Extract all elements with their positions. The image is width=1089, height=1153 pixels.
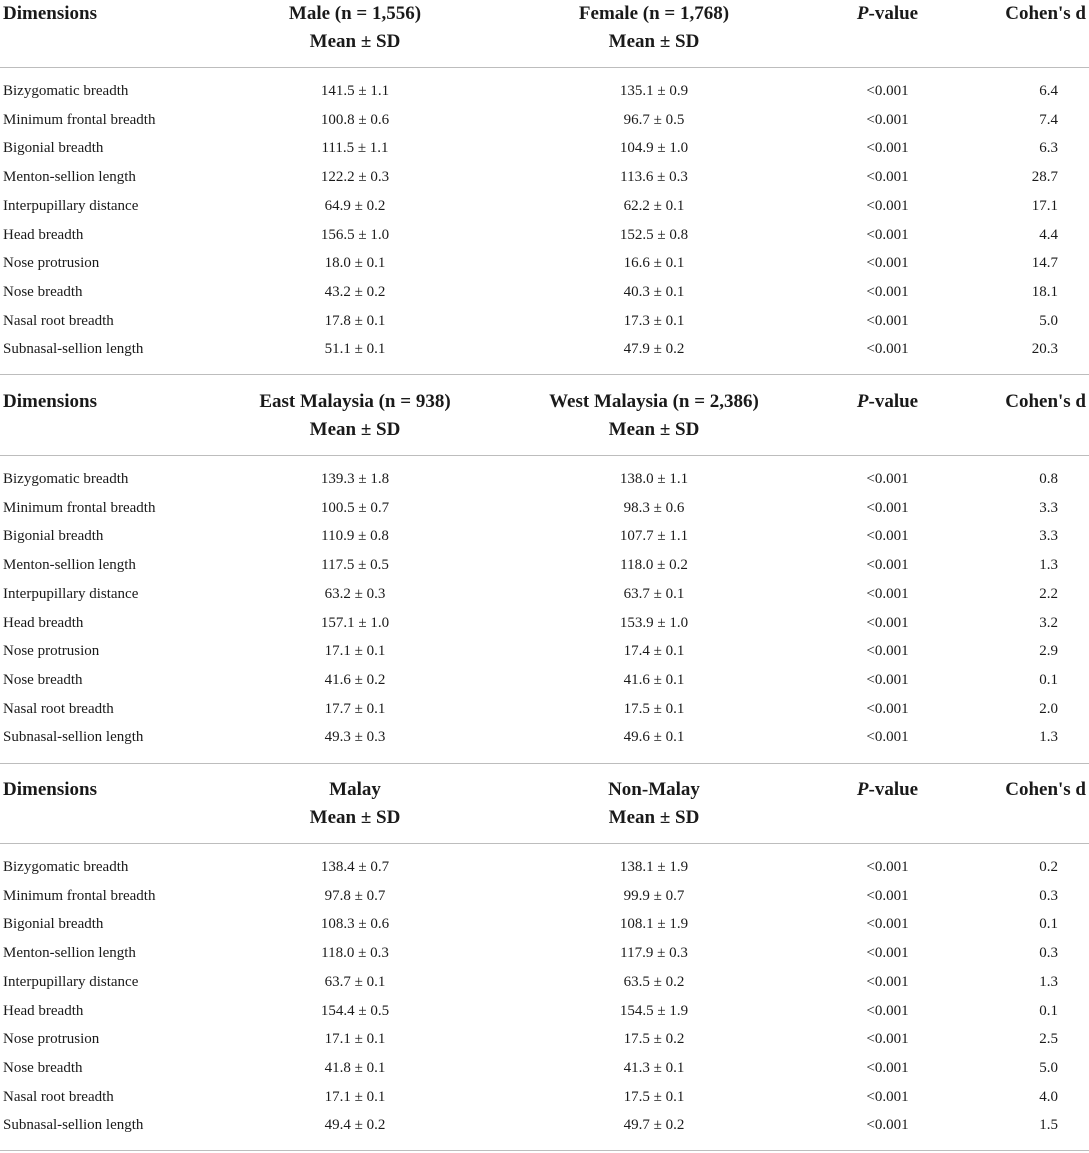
table-header: [0, 0, 1089, 68]
dimension-cell: Minimum frontal breadth: [3, 887, 156, 904]
cohens-d-cell: 0.1: [1039, 916, 1058, 933]
dimension-cell: Minimum frontal breadth: [3, 111, 156, 128]
p-value-cell: <0.001: [866, 887, 909, 904]
table-row: [0, 465, 1089, 494]
p-value-cell: <0.001: [866, 283, 909, 300]
cohens-d-cell: 2.0: [1039, 700, 1058, 717]
header-p-suffix: -value: [868, 779, 919, 800]
cohens-d-cell: 1.3: [1039, 557, 1058, 574]
group2-mean-cell: 47.9 ± 0.2: [623, 341, 685, 358]
cohens-d-cell: 7.4: [1039, 111, 1058, 128]
dimension-cell: Menton-sellion length: [3, 945, 136, 962]
p-value-cell: <0.001: [866, 312, 909, 329]
group1-mean-cell: 118.0 ± 0.3: [321, 945, 389, 962]
dimension-cell: Bigonial breadth: [3, 140, 104, 157]
table-row: [0, 723, 1089, 752]
group1-mean-cell: 63.2 ± 0.3: [324, 585, 386, 602]
table-row: [0, 249, 1089, 278]
cohens-d-cell: 3.3: [1039, 499, 1058, 516]
dimension-cell: Bizygomatic breadth: [3, 859, 129, 875]
header-group1-stat: Mean ± SD: [309, 419, 401, 440]
cohens-d-cell: 2.5: [1039, 1031, 1058, 1048]
header-dimensions: Dimensions: [3, 391, 97, 412]
header-p-suffix: -value: [868, 391, 919, 412]
table-row: [0, 1025, 1089, 1054]
table-row: [0, 637, 1089, 666]
table-section-region: [0, 388, 1089, 752]
dimension-cell: Bizygomatic breadth: [3, 471, 129, 487]
p-value-cell: <0.001: [866, 614, 909, 631]
group2-mean-cell: 17.5 ± 0.2: [623, 1031, 685, 1048]
dimension-cell: Head breadth: [3, 614, 84, 631]
section-divider: [0, 763, 1089, 764]
dimension-cell: Interpupillary distance: [3, 973, 139, 990]
dimension-cell: Bigonial breadth: [3, 916, 104, 933]
group2-mean-cell: 107.7 ± 1.1: [619, 528, 689, 545]
table-row: [0, 609, 1089, 638]
group2-mean-cell: 40.3 ± 0.1: [623, 283, 685, 300]
cohens-d-cell: 0.8: [1039, 471, 1058, 487]
table-row: [0, 278, 1089, 307]
header-divider: [0, 455, 1089, 456]
cohens-d-cell: 5.0: [1039, 312, 1058, 329]
dimension-cell: Nose breadth: [3, 1059, 83, 1076]
group1-mean-cell: 154.4 ± 0.5: [320, 1002, 390, 1019]
header-p-value: [805, 776, 970, 804]
table-row: [0, 997, 1089, 1026]
dimension-cell: Interpupillary distance: [3, 585, 139, 602]
header-p-letter: P: [856, 779, 869, 800]
p-value-cell: <0.001: [866, 643, 909, 660]
dimension-cell: Nasal root breadth: [3, 1088, 114, 1105]
group2-mean-cell: 138.1 ± 1.9: [619, 859, 689, 875]
group1-mean-cell: 49.3 ± 0.3: [324, 729, 386, 746]
table-row: [0, 666, 1089, 695]
header-p-value: [805, 388, 970, 416]
group2-mean-cell: 138.0 ± 1.1: [619, 471, 689, 487]
dimension-cell: Nose breadth: [3, 283, 83, 300]
header-group2-name: Female (n = 1,768): [578, 3, 730, 24]
group2-mean-cell: 17.5 ± 0.1: [623, 1088, 685, 1105]
cohens-d-cell: 6.4: [1039, 83, 1058, 99]
group1-mean-cell: 64.9 ± 0.2: [324, 197, 386, 214]
dimension-cell: Subnasal-sellion length: [3, 1117, 144, 1134]
group2-mean-cell: 104.9 ± 1.0: [619, 140, 689, 157]
group2-mean-cell: 41.3 ± 0.1: [623, 1059, 685, 1076]
p-value-cell: <0.001: [866, 945, 909, 962]
header-group2-stat: Mean ± SD: [608, 419, 700, 440]
group2-mean-cell: 117.9 ± 0.3: [620, 945, 688, 962]
header-group2: [504, 0, 804, 56]
group1-mean-cell: 139.3 ± 1.8: [320, 471, 390, 487]
header-group2-name: West Malaysia (n = 2,386): [549, 391, 759, 412]
header-p-letter: P: [856, 391, 869, 412]
header-dimensions: Dimensions: [3, 779, 97, 800]
table-section-sex: [0, 0, 1089, 364]
table-row: [0, 1083, 1089, 1112]
p-value-cell: <0.001: [866, 471, 909, 487]
header-p-value: [805, 0, 970, 28]
table-row: [0, 551, 1089, 580]
dimension-cell: Nose protrusion: [3, 1031, 100, 1048]
cohens-d-cell: 5.0: [1039, 1059, 1058, 1076]
p-value-cell: <0.001: [866, 1088, 909, 1105]
p-value-cell: <0.001: [866, 255, 909, 272]
p-value-cell: <0.001: [866, 528, 909, 545]
header-group2: [504, 388, 804, 444]
table-row: [0, 335, 1089, 364]
group1-mean-cell: 108.3 ± 0.6: [320, 916, 390, 933]
table-row: [0, 221, 1089, 250]
header-effect-size: Cohen's d: [1005, 779, 1086, 800]
table-row: [0, 968, 1089, 997]
dimension-cell: Nose protrusion: [3, 643, 100, 660]
table-row: [0, 192, 1089, 221]
cohens-d-cell: 4.0: [1039, 1088, 1058, 1105]
dimension-cell: Nasal root breadth: [3, 700, 114, 717]
group1-mean-cell: 141.5 ± 1.1: [320, 83, 390, 99]
group2-mean-cell: 16.6 ± 0.1: [623, 255, 685, 272]
header-p-letter: P: [856, 3, 869, 24]
header-group2-stat: Mean ± SD: [608, 31, 700, 52]
p-value-cell: <0.001: [866, 111, 909, 128]
table-row: [0, 307, 1089, 336]
dimension-cell: Bigonial breadth: [3, 528, 104, 545]
header-divider: [0, 67, 1089, 68]
p-value-cell: <0.001: [866, 140, 909, 157]
group2-mean-cell: 118.0 ± 0.2: [620, 557, 688, 574]
group2-mean-cell: 154.5 ± 1.9: [619, 1002, 689, 1019]
p-value-cell: <0.001: [866, 226, 909, 243]
group1-mean-cell: 41.6 ± 0.2: [324, 671, 386, 688]
group1-mean-cell: 100.5 ± 0.7: [320, 499, 390, 516]
cohens-d-cell: 0.3: [1039, 887, 1058, 904]
group1-mean-cell: 63.7 ± 0.1: [324, 973, 386, 990]
dimension-cell: Minimum frontal breadth: [3, 499, 156, 516]
cohens-d-cell: 18.1: [1031, 283, 1058, 300]
table-row: [0, 134, 1089, 163]
dimension-cell: Subnasal-sellion length: [3, 341, 144, 358]
group2-mean-cell: 108.1 ± 1.9: [619, 916, 689, 933]
cohens-d-cell: 6.3: [1039, 140, 1058, 157]
dimension-cell: Menton-sellion length: [3, 557, 136, 574]
table-header: [0, 388, 1089, 456]
group1-mean-cell: 157.1 ± 1.0: [320, 614, 390, 631]
dimension-cell: Bizygomatic breadth: [3, 83, 129, 99]
group1-mean-cell: 100.8 ± 0.6: [320, 111, 390, 128]
p-value-cell: <0.001: [866, 1002, 909, 1019]
cohens-d-cell: 0.3: [1039, 945, 1058, 962]
table-row: [0, 522, 1089, 551]
group1-mean-cell: 17.7 ± 0.1: [324, 700, 386, 717]
group1-mean-cell: 111.5 ± 1.1: [321, 140, 389, 157]
header-group1: [205, 388, 505, 444]
header-group1-name: East Malaysia (n = 938): [259, 391, 451, 412]
header-group1-name: Male (n = 1,556): [288, 3, 422, 24]
group1-mean-cell: 17.1 ± 0.1: [324, 1088, 386, 1105]
p-value-cell: <0.001: [866, 671, 909, 688]
table-row: [0, 494, 1089, 523]
cohens-d-cell: 1.5: [1039, 1117, 1058, 1134]
table-row: [0, 580, 1089, 609]
header-effect-size: Cohen's d: [1005, 391, 1086, 412]
header-group2-name: Non-Malay: [608, 779, 700, 800]
p-value-cell: <0.001: [866, 973, 909, 990]
group2-mean-cell: 49.7 ± 0.2: [623, 1117, 685, 1134]
section-divider: [0, 374, 1089, 375]
p-value-cell: <0.001: [866, 859, 909, 875]
p-value-cell: <0.001: [866, 1059, 909, 1076]
header-group1: [205, 776, 505, 832]
cohens-d-cell: 2.9: [1039, 643, 1058, 660]
table-row: [0, 1111, 1089, 1140]
group2-mean-cell: 135.1 ± 0.9: [619, 83, 689, 99]
group1-mean-cell: 43.2 ± 0.2: [324, 283, 386, 300]
cohens-d-cell: 14.7: [1031, 255, 1058, 272]
group2-mean-cell: 153.9 ± 1.0: [619, 614, 689, 631]
header-divider: [0, 843, 1089, 844]
header-group1-name: Malay: [329, 779, 381, 800]
group1-mean-cell: 17.1 ± 0.1: [324, 1031, 386, 1048]
p-value-cell: <0.001: [866, 83, 909, 99]
table-row: [0, 882, 1089, 911]
group1-mean-cell: 18.0 ± 0.1: [324, 255, 386, 272]
group2-mean-cell: 17.5 ± 0.1: [623, 700, 685, 717]
dimension-cell: Interpupillary distance: [3, 197, 139, 214]
p-value-cell: <0.001: [866, 341, 909, 358]
dimension-cell: Head breadth: [3, 1002, 84, 1019]
dimension-cell: Nose breadth: [3, 671, 83, 688]
cohens-d-cell: 0.1: [1039, 1002, 1058, 1019]
header-effect-size: Cohen's d: [1005, 3, 1086, 24]
table-row: [0, 1054, 1089, 1083]
dimension-cell: Nose protrusion: [3, 255, 100, 272]
group2-mean-cell: 98.3 ± 0.6: [623, 499, 685, 516]
group1-mean-cell: 97.8 ± 0.7: [324, 887, 386, 904]
group2-mean-cell: 152.5 ± 0.8: [619, 226, 689, 243]
header-group2-stat: Mean ± SD: [608, 807, 700, 828]
cohens-d-cell: 0.2: [1039, 859, 1058, 875]
group2-mean-cell: 62.2 ± 0.1: [623, 197, 685, 214]
group2-mean-cell: 41.6 ± 0.1: [623, 671, 685, 688]
p-value-cell: <0.001: [866, 700, 909, 717]
cohens-d-cell: 28.7: [1031, 169, 1058, 186]
cohens-d-cell: 0.1: [1039, 671, 1058, 688]
table-bottom-rule: [0, 1150, 1089, 1151]
group1-mean-cell: 41.8 ± 0.1: [324, 1059, 386, 1076]
header-p-suffix: -value: [868, 3, 919, 24]
table-row: [0, 939, 1089, 968]
group2-mean-cell: 63.5 ± 0.2: [623, 973, 685, 990]
header-group1: [205, 0, 505, 56]
group2-mean-cell: 63.7 ± 0.1: [623, 585, 685, 602]
cohens-d-cell: 3.2: [1039, 614, 1058, 631]
header-group2: [504, 776, 804, 832]
cohens-d-cell: 1.3: [1039, 729, 1058, 746]
p-value-cell: <0.001: [866, 916, 909, 933]
table-row: [0, 77, 1089, 106]
group2-mean-cell: 49.6 ± 0.1: [623, 729, 685, 746]
p-value-cell: <0.001: [866, 169, 909, 186]
group1-mean-cell: 17.1 ± 0.1: [324, 643, 386, 660]
table-row: [0, 106, 1089, 135]
cohens-d-cell: 4.4: [1039, 226, 1058, 243]
p-value-cell: <0.001: [866, 1031, 909, 1048]
p-value-cell: <0.001: [866, 197, 909, 214]
group1-mean-cell: 122.2 ± 0.3: [320, 169, 390, 186]
group1-mean-cell: 49.4 ± 0.2: [324, 1117, 386, 1134]
cohens-d-cell: 3.3: [1039, 528, 1058, 545]
cohens-d-cell: 2.2: [1039, 585, 1058, 602]
p-value-cell: <0.001: [866, 499, 909, 516]
group1-mean-cell: 156.5 ± 1.0: [320, 226, 390, 243]
cohens-d-cell: 20.3: [1031, 341, 1058, 358]
group1-mean-cell: 138.4 ± 0.7: [320, 859, 390, 875]
group2-mean-cell: 96.7 ± 0.5: [623, 111, 685, 128]
dimension-cell: Nasal root breadth: [3, 312, 114, 329]
p-value-cell: <0.001: [866, 557, 909, 574]
table-row: [0, 163, 1089, 192]
table-header: [0, 776, 1089, 844]
table-row: [0, 695, 1089, 724]
group1-mean-cell: 117.5 ± 0.5: [321, 557, 389, 574]
p-value-cell: <0.001: [866, 1117, 909, 1134]
dimension-cell: Subnasal-sellion length: [3, 729, 144, 746]
cohens-d-cell: 1.3: [1039, 973, 1058, 990]
header-dimensions: Dimensions: [3, 3, 97, 24]
cohens-d-cell: 17.1: [1031, 197, 1058, 214]
p-value-cell: <0.001: [866, 729, 909, 746]
table-section-ethnicity: [0, 776, 1089, 1140]
group2-mean-cell: 17.4 ± 0.1: [623, 643, 685, 660]
group2-mean-cell: 17.3 ± 0.1: [623, 312, 685, 329]
group1-mean-cell: 51.1 ± 0.1: [324, 341, 386, 358]
header-group1-stat: Mean ± SD: [309, 807, 401, 828]
group1-mean-cell: 110.9 ± 0.8: [321, 528, 389, 545]
table-row: [0, 910, 1089, 939]
p-value-cell: <0.001: [866, 585, 909, 602]
group2-mean-cell: 99.9 ± 0.7: [623, 887, 685, 904]
dimension-cell: Head breadth: [3, 226, 84, 243]
table-row: [0, 853, 1089, 882]
header-group1-stat: Mean ± SD: [309, 31, 401, 52]
group2-mean-cell: 113.6 ± 0.3: [620, 169, 688, 186]
dimension-cell: Menton-sellion length: [3, 169, 136, 186]
group1-mean-cell: 17.8 ± 0.1: [324, 312, 386, 329]
